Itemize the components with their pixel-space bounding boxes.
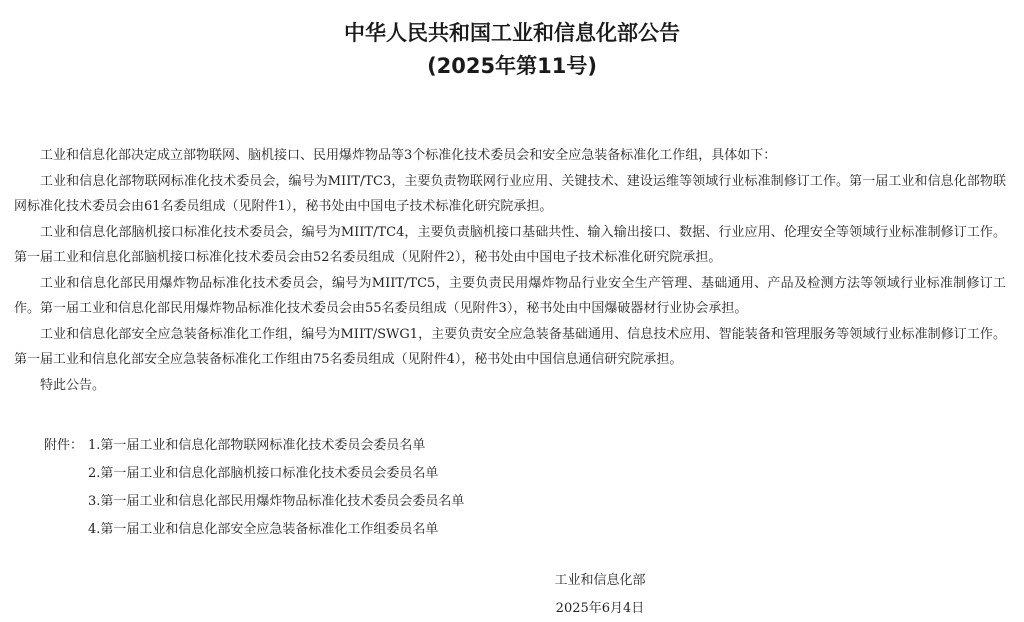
attachments-label: 附件： — [44, 438, 84, 453]
announcement-number: (2025年第11号) — [427, 54, 597, 78]
attachment-item-2: 2.第一届工业和信息化部脑机接口标准化技术委员会委员名单 — [88, 466, 439, 481]
attachment-item-1: 1.第一届工业和信息化部物联网标准化技术委员会委员名单 — [88, 438, 426, 453]
attachments-list — [44, 432, 464, 544]
issuing-organization: 工业和信息化部 — [554, 573, 646, 588]
attachment-row — [44, 516, 464, 544]
attachment-row — [44, 460, 464, 488]
page-title: 中华人民共和国工业和信息化部公告 — [344, 21, 680, 45]
paragraph-safety-working-group: 工业和信息化部安全应急装备标准化工作组，编号为MIIT/SWG1，主要负责安全应急装备基础通用、信息技术应用、智能装备和管理服务等领域行业标准制修订工作。第一届工业和信息化部安全应急装备标准化工作组由75名委员组成（见附件4），秘书处由中国信息通信研究院承担。 — [14, 326, 1006, 367]
attachment-row — [44, 488, 464, 516]
attachment-item-3: 3.第一届工业和信息化部民用爆炸物品标准化技术委员会委员名单 — [88, 494, 465, 509]
paragraph-closing: 特此公告。 — [40, 377, 106, 393]
paragraph-iot-committee: 工业和信息化部物联网标准化技术委员会，编号为MIIT/TC3，主要负责物联网行业应用、关键技术、建设运维等领域行业标准制修订工作。第一届工业和信息化部物联网标准化技术委员会由61名委员组成（见附件1），秘书处由中国电子技术标准化研究院承担。 — [14, 173, 1006, 214]
attachment-row — [44, 432, 464, 460]
announcement-body — [14, 143, 1006, 398]
paragraph-explosives-committee: 工业和信息化部民用爆炸物品标准化技术委员会，编号为MIIT/TC5，主要负责民用爆炸物品行业安全生产管理、基础通用、产品及检测方法等领域行业标准制修订工作。第一届工业和信息化部民用爆炸物品标准化技术委员会由55名委员组成（见附件3），秘书处由中国爆破器材行业协会承担。 — [14, 275, 1006, 316]
paragraph-intro: 工业和信息化部决定成立部物联网、脑机接口、民用爆炸物品等3个标准化技术委员会和安全应急装备标准化工作组，具体如下： — [40, 148, 777, 163]
paragraph-bci-committee: 工业和信息化部脑机接口标准化技术委员会，编号为MIIT/TC4，主要负责脑机接口基础共性、输入输出接口、数据、行业应用、伦理安全等领域行业标准制修订工作。第一届工业和信息化部脑机接口标准化技术委员会由52名委员组成（见附件2），秘书处由中国电子技术标准化研究院承担。 — [14, 224, 1006, 265]
attachment-item-4: 4.第一届工业和信息化部安全应急装备标准化工作组委员名单 — [88, 522, 439, 537]
issue-date: 2025年6月4日 — [555, 601, 645, 616]
